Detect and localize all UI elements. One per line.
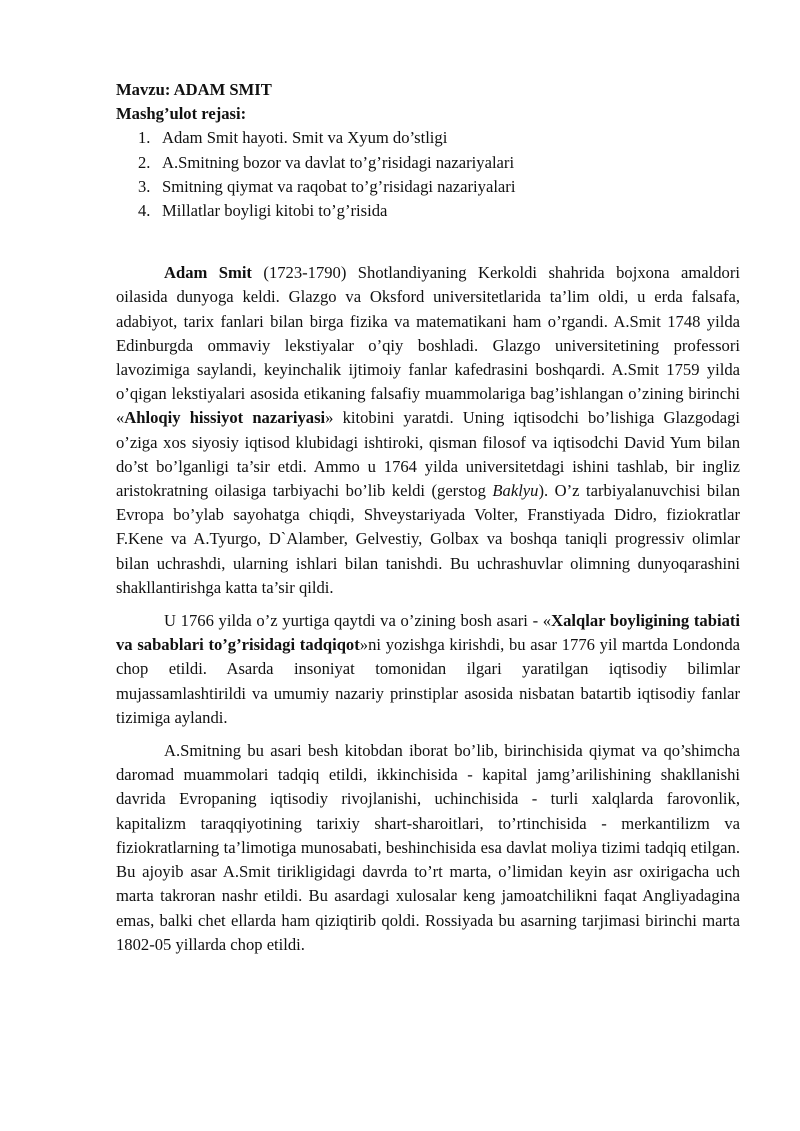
plan-item-text: Smitning qiymat va raqobat to’g’risidagi nazariyalari: [162, 176, 516, 196]
bold-book-title: Ahloqiy hissiyot nazariyasi: [124, 408, 326, 428]
topic-value: ADAM SMIT: [173, 80, 272, 99]
bold-name: Adam Smit: [164, 263, 252, 283]
topic-label: Mavzu:: [116, 80, 171, 99]
plan-item-number: 3.: [138, 176, 151, 196]
topic-line: [116, 78, 740, 102]
document-page: [116, 78, 740, 957]
plan-item-text: A.Smitning bozor va davlat to’g’risidagi nazariyalari: [162, 152, 515, 172]
plan-item-text: Adam Smit hayoti. Smit va Xyum do’stligi: [162, 128, 448, 148]
text-run: » kitobini yaratdi. Uning iqtisodchi bo’lishiga Glazgodagi o’ziga xos siyosiy iqtisod klubidagi ishtiroki, qisman filosof va iqtisodchi David Yum bilan do’st bo’lganligi ta’sir etdi. Ammo u 1764 yilda universitetdagi ishini tashlab, bir ingliz aristokratning oilasiga tarbiyachi bo’lib keldi (gerstog: [116, 408, 740, 501]
plan-item: [138, 151, 740, 175]
text-run: U 1766 yilda o’z yurtiga qaytdi va o’zining bosh asari - «: [164, 611, 552, 631]
plan-item-number: 2.: [138, 152, 151, 172]
paragraph-main-work: [116, 609, 740, 730]
bold-book-title: Xalqlar boyligining tabiati va sabablari to’g’risidagi tadqiqot: [116, 611, 740, 655]
text-run: ). O’z tarbiyalanuvchisi bilan Evropa bo’ylab sayohatga chiqdi, Shveystariyada Volter, Franstiyada Didro, fiziokratlar F.Kene va A.Tyurgo, D`Alamber, Gelvestiy, Golbax va boshqa taniqli progressiv olimlar bilan uchrashdi, ularning ishlari bilan tanishdi. Bu uchrashuvlar olimning dunyoqarashini shakllantirishga katta ta’sir qildi.: [116, 481, 741, 597]
plan-item: [138, 175, 740, 199]
plan-item-number: 1.: [138, 128, 151, 148]
plan-item-number: 4.: [138, 201, 151, 221]
paragraph-biography: [116, 261, 740, 600]
plan-item: [138, 126, 740, 150]
plan-item-text: Millatlar boyligi kitobi to’g’risida: [162, 201, 388, 221]
paragraph-book-structure: A.Smitning bu asari besh kitobdan iborat bo’lib, birinchisida qiymat va qo’shimcha daromad muammolari tadqiq etildi, ikkinchisida - kapital jamg’arilishining shakllanishi davrida Evropaning iqtisodiy rivojlanishi, uchinchisida - turli xalqlarda farovonlik, kapitalizm taraqqiyotining tarixiy shart-sharoitlari, to’rtinchisida - merkantilizm va fiziokratlarning ta’limotiga munosabati, beshinchisida esa davlat moliya tizimi tadqiq etilgan. Bu ajoyib asar A.Smit tirikligidagi davrda to’rt marta, o’limidan keyin asr oxirigacha uch marta takroran nashr etildi. Bu asardagi xulosalar keng jamoatchilikni faqat Angliyadagina emas, balki chet ellarda ham qiziqtirib qoldi. Rossiyada bu asarning tarjimasi birinchi marta 1802-05 yillarda chop etildi.: [116, 741, 740, 954]
text-run: (1723-1790) Shotlandiyaning Kerkoldi shahrida bojxona amaldori oilasida dunyoga keldi. Glazgo va Oksford universitetlarida ta’lim oldi, u erda falsafa, adabiyot, tarix fanlari bilan birga fizika va matematikani ham o’rgandi. A.Smit 1748 yilda Edinburgda ommaviy lekstiyalar o’qiy boshladi. Glazgo universitetining professori lavozimiga saylandi, keyinchalik ijtimoiy fanlar kafedrasini boshqardi. A.Smit 1759 yilda o’qigan lekstiyalari asosida etikaning falsafiy muammolariga bag’ishlangan o’zining birinchi «: [116, 263, 740, 428]
plan-item: [138, 199, 740, 223]
italic-name: Baklyu: [492, 481, 539, 501]
plan-list: [116, 126, 740, 223]
plan-heading: Mashg’ulot rejasi:: [116, 104, 247, 124]
text-run: »ni yozishga kirishdi, bu asar 1776 yil martda Londonda chop etildi. Asarda insoniyat tomonidan ilgari yaratilgan iqtisodiy bilimlar mujassamlashtirildi va umumiy nazariy prinstiplar asosida nisbatan batartib iqtisodiy fanlar tizimiga aylandi.: [116, 635, 740, 727]
